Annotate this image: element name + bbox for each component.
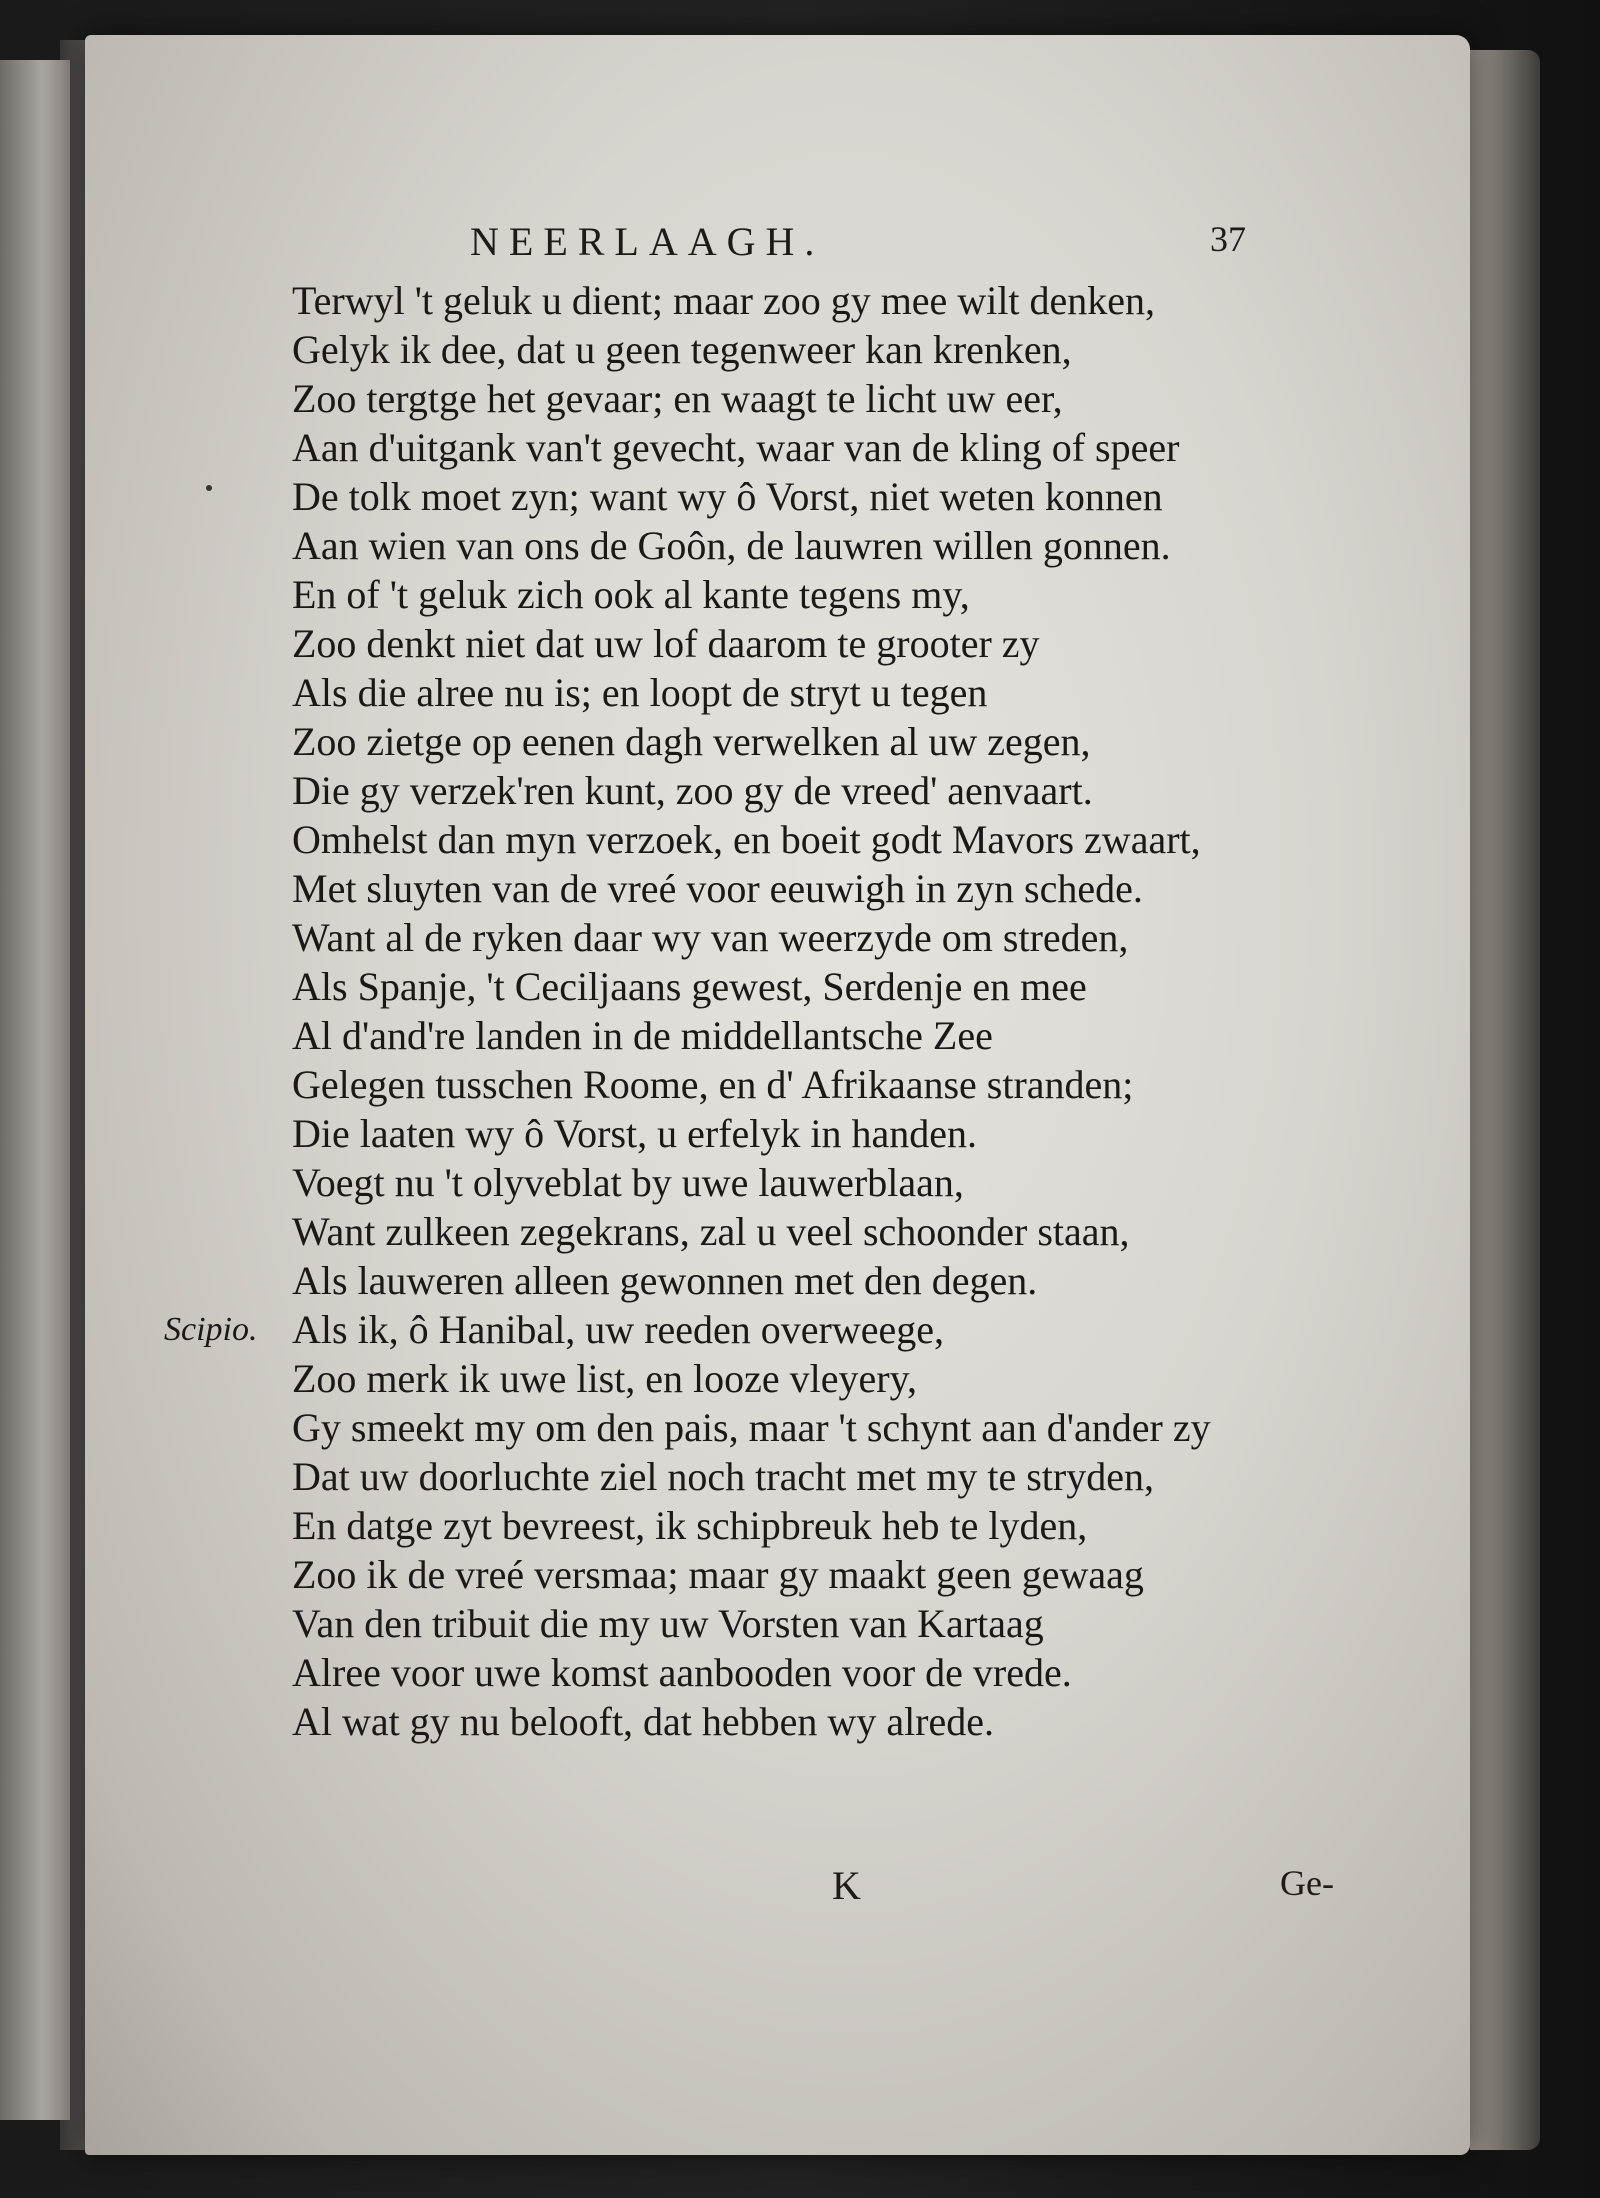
verse-line-text: Die gy verzek'ren kunt, zoo gy de vreed' aenvaart. — [292, 768, 1093, 813]
verse-line-text: Aan d'uitgank van't gevecht, waar van de kling of speer — [292, 425, 1180, 470]
verse-line — [292, 1207, 1412, 1256]
catchword: Ge- — [1280, 1863, 1334, 1903]
verse-line-text: Terwyl 't geluk u dient; maar zoo gy mee wilt denken, — [292, 278, 1156, 323]
verse-line-text: Van den tribuit die my uw Vorsten van Kartaag — [292, 1601, 1044, 1646]
verse-line — [292, 913, 1412, 962]
verse-line-text: En of 't geluk zich ook al kante tegens my, — [292, 572, 970, 617]
verse-line-text: En datge zyt bevreest, ik schipbreuk heb te lyden, — [292, 1503, 1088, 1548]
verse-line — [292, 1452, 1412, 1501]
verse-line — [292, 766, 1412, 815]
verse-line-text: Zoo zietge op eenen dagh verwelken al uw zegen, — [292, 719, 1091, 764]
verse-line — [292, 668, 1412, 717]
verse-line — [292, 1109, 1412, 1158]
verse-line-text: Gelyk ik dee, dat u geen tegenweer kan krenken, — [292, 327, 1072, 372]
verse-line-text: Gelegen tusschen Roome, en d' Afrikaanse stranden; — [292, 1062, 1134, 1107]
verse-line-text: Als die alree nu is; en loopt de stryt u tegen — [292, 670, 988, 715]
verse-text — [164, 276, 1412, 1746]
verse-line — [292, 1354, 1412, 1403]
verse-line-text: De tolk moet zyn; want wy ô Vorst, niet weten konnen — [292, 474, 1163, 519]
verse-line — [292, 325, 1412, 374]
verse-line — [292, 570, 1412, 619]
verse-line-text: Want al de ryken daar wy van weerzyde om streden, — [292, 915, 1129, 960]
verse-line — [292, 1697, 1412, 1746]
verse-line-text: Aan wien van ons de Goôn, de lauwren willen gonnen. — [292, 523, 1171, 568]
verse-line-text: Voegt nu 't olyveblat by uwe lauwerblaan, — [292, 1160, 964, 1205]
ink-speck — [206, 485, 212, 491]
running-title: NEERLAAGH. — [470, 219, 825, 264]
verse-line — [292, 1648, 1412, 1697]
verse-line — [292, 619, 1412, 668]
speaker-label: Scipio. — [164, 1311, 258, 1348]
verse-line — [292, 864, 1412, 913]
verse-line — [292, 1011, 1412, 1060]
verse-line — [292, 423, 1412, 472]
verse-line — [292, 962, 1412, 1011]
verse-line-text: Als lauweren alleen gewonnen met den degen. — [292, 1258, 1038, 1303]
verse-line-text: Dat uw doorluchte ziel noch tracht met my te stryden, — [292, 1454, 1154, 1499]
verse-line-text: Als ik, ô Hanibal, uw reeden overweege, — [292, 1307, 944, 1352]
left-page-edge — [0, 60, 70, 2120]
verse-line — [292, 374, 1412, 423]
verse-line-text: Zoo denkt niet dat uw lof daarom te grooter zy — [292, 621, 1040, 666]
verse-line-text: Zoo merk ik uwe list, en looze vleyery, — [292, 1356, 917, 1401]
verse-line — [292, 1158, 1412, 1207]
verse-line-text: Gy smeekt my om den pais, maar 't schynt aan d'ander zy — [292, 1405, 1211, 1450]
verse-line — [292, 276, 1412, 325]
verse-line — [292, 717, 1412, 766]
verse-line-text: Met sluyten van de vreé voor eeuwigh in zyn schede. — [292, 866, 1143, 911]
verse-line — [164, 1305, 1412, 1354]
verse-line — [292, 1403, 1412, 1452]
verse-line — [292, 472, 1412, 521]
verse-line-text: Omhelst dan myn verzoek, en boeit godt Mavors zwaart, — [292, 817, 1201, 862]
page-number: 37 — [1210, 219, 1246, 259]
verse-line — [292, 815, 1412, 864]
verse-line — [292, 1599, 1412, 1648]
verse-line — [292, 1060, 1412, 1109]
verse-line-text: Al wat gy nu belooft, dat hebben wy alrede. — [292, 1699, 995, 1744]
verse-line-text: Zoo tergtge het gevaar; en waagt te licht uw eer, — [292, 376, 1063, 421]
verse-line-text: Al d'and're landen in de middellantsche Zee — [292, 1013, 993, 1058]
verse-line — [292, 521, 1412, 570]
verse-line — [292, 1550, 1412, 1599]
verse-line-text: Zoo ik de vreé versmaa; maar gy maakt geen gewaag — [292, 1552, 1144, 1597]
signature-mark: K — [832, 1863, 861, 1908]
verse-line-text: Want zulkeen zegekrans, zal u veel schoonder staan, — [292, 1209, 1130, 1254]
verse-line-text: Die laaten wy ô Vorst, u erfelyk in handen. — [292, 1111, 978, 1156]
verse-line-text: Als Spanje, 't Ceciljaans gewest, Serdenje en mee — [292, 964, 1087, 1009]
verse-line — [292, 1501, 1412, 1550]
verse-line-text: Alree voor uwe komst aanbooden voor de vrede. — [292, 1650, 1072, 1695]
verse-line — [292, 1256, 1412, 1305]
page-stack-edge — [1470, 50, 1540, 2150]
